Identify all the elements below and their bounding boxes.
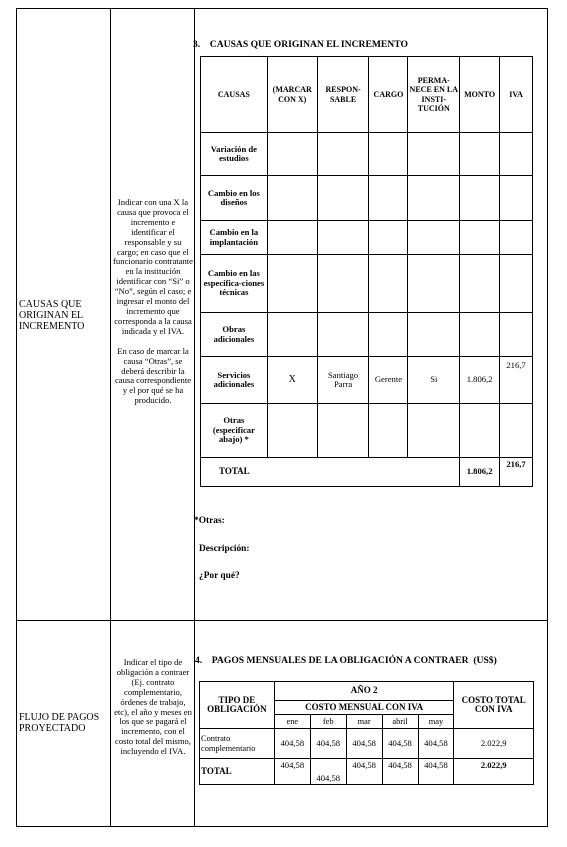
table-row xyxy=(201,255,533,313)
remains-cell xyxy=(408,176,460,221)
amount-cell xyxy=(460,176,500,221)
responsible-cell xyxy=(317,255,369,313)
total-iva: 216,7 xyxy=(500,458,533,487)
header-cargo: CARGO xyxy=(369,57,408,133)
position-cell xyxy=(369,404,408,458)
instructions-causas-p2: En caso de marcar la causa “Otras”, se deberá describir la causa correspondiente y el por qué se ha producido. xyxy=(114,345,192,406)
table-row xyxy=(201,176,533,221)
porque-label: ¿Por qué? xyxy=(199,571,240,581)
header-marcar: (MARCAR CON X) xyxy=(267,57,317,133)
instructions-flujo: Indicar el tipo de obligación a contraer (Ej. contrato complementario, órdenes de trabajo, etc), el año y meses en los que se pagará el incremento, con el costo total del mismo, incluyendo el IVA. xyxy=(114,657,192,757)
position-cell xyxy=(369,255,408,313)
month-total-cell: 404,58 xyxy=(274,759,310,785)
frame-col2 xyxy=(194,8,195,827)
row-label-causas: CAUSAS QUE ORIGINAN EL INCREMENTO xyxy=(19,299,85,332)
responsible-cell xyxy=(317,404,369,458)
month-value-cell: 404,58 xyxy=(382,729,418,759)
month-total-cell: 404,58 xyxy=(382,759,418,785)
total-amount: 1.806,2 xyxy=(460,458,500,487)
month-abril: abril xyxy=(382,715,418,729)
month-ene: ene xyxy=(274,715,310,729)
descripcion-label: Descripción: xyxy=(199,544,250,554)
month-feb: feb xyxy=(310,715,346,729)
header-iva: IVA xyxy=(500,57,533,133)
header-causas: CAUSAS xyxy=(201,57,268,133)
responsible-cell xyxy=(317,176,369,221)
instructions-causas-p1: Indicar con una X la causa que provoca el incremento e identificar el responsable y su cargo; en caso que el funcionario contratante en la institución identificar con “Si” o “No”, según el caso; e ingresar el monto del incremento que corresponda a la causa indicada y el IVA. xyxy=(113,197,193,336)
payments-table xyxy=(199,681,534,785)
iva-cell xyxy=(500,176,533,221)
causes-header-row xyxy=(201,57,533,133)
remains-cell xyxy=(408,255,460,313)
iva-cell xyxy=(500,221,533,255)
amount-cell xyxy=(460,313,500,357)
cause-cell: Variación de estudios xyxy=(201,133,268,176)
header-total-cost: COSTO TOTAL CON IVA xyxy=(454,682,534,729)
month-value-cell: 404,58 xyxy=(274,729,310,759)
section-title-3: 3. CAUSAS QUE ORIGINAN EL INCREMENTO xyxy=(193,39,408,50)
mark-cell xyxy=(267,176,317,221)
cause-cell: Servicios adicionales xyxy=(201,357,268,404)
section-title-4: 4. PAGOS MENSUALES DE LA OBLIGACIÓN A CONTRAER (US$) xyxy=(195,655,497,666)
grand-total-cell: 2.022,9 xyxy=(454,759,534,785)
month-value-cell: 404,58 xyxy=(418,729,454,759)
payments-header-row-1 xyxy=(200,682,534,701)
amount-cell xyxy=(460,404,500,458)
remains-cell: Si xyxy=(408,357,460,404)
payments-total-label: TOTAL xyxy=(200,759,275,785)
position-cell xyxy=(369,133,408,176)
frame-mid xyxy=(16,620,548,621)
month-total-cell: 404,58 xyxy=(310,759,346,785)
total-label: TOTAL xyxy=(201,458,460,487)
month-may: may xyxy=(418,715,454,729)
header-permanece: PERMA-NECE EN LA INSTI-TUCIÓN xyxy=(408,57,460,133)
responsible-cell: Santiago Parra xyxy=(317,357,369,404)
amount-cell: 1.806,2 xyxy=(460,357,500,404)
responsible-cell xyxy=(317,133,369,176)
header-monto: MONTO xyxy=(460,57,500,133)
header-cost-monthly: COSTO MENSUAL CON IVA xyxy=(274,701,454,715)
responsible-cell xyxy=(317,313,369,357)
payments-total-row xyxy=(200,759,534,785)
month-total-cell: 404,58 xyxy=(346,759,382,785)
remains-cell xyxy=(408,313,460,357)
cause-cell: Otras (especificar abajo) * xyxy=(201,404,268,458)
instructions-causas xyxy=(113,198,193,406)
table-row xyxy=(201,313,533,357)
table-row xyxy=(201,133,533,176)
month-value-cell: 404,58 xyxy=(346,729,382,759)
cause-cell: Cambio en las especifica-ciones técnicas xyxy=(201,255,268,313)
frame-bottom xyxy=(16,826,548,827)
amount-cell xyxy=(460,133,500,176)
frame-left xyxy=(16,8,17,827)
frame-right xyxy=(547,8,548,827)
position-cell xyxy=(369,313,408,357)
mark-cell xyxy=(267,133,317,176)
remains-cell xyxy=(408,404,460,458)
iva-cell xyxy=(500,255,533,313)
cause-cell: Cambio en los diseños xyxy=(201,176,268,221)
obligation-type-cell: Contrato complementario xyxy=(200,729,275,759)
mark-cell xyxy=(267,221,317,255)
mark-cell xyxy=(267,313,317,357)
mark-cell: X xyxy=(267,357,317,404)
mark-cell xyxy=(267,255,317,313)
iva-cell xyxy=(500,313,533,357)
row-label-flujo: FLUJO DE PAGOS PROYECTADO xyxy=(19,712,100,734)
cause-cell: Cambio en la implantación xyxy=(201,221,268,255)
amount-cell xyxy=(460,221,500,255)
mark-cell xyxy=(267,404,317,458)
amount-cell xyxy=(460,255,500,313)
month-mar: mar xyxy=(346,715,382,729)
iva-cell: 216,7 xyxy=(500,357,533,404)
frame-col1 xyxy=(110,8,111,827)
remains-cell xyxy=(408,221,460,255)
row-total-cell: 2.022,9 xyxy=(454,729,534,759)
frame-top xyxy=(16,8,548,9)
table-row xyxy=(201,404,533,458)
position-cell: Gerente xyxy=(369,357,408,404)
remains-cell xyxy=(408,133,460,176)
header-year: AÑO 2 xyxy=(274,682,454,701)
cause-cell: Obras adicionales xyxy=(201,313,268,357)
causes-total-row xyxy=(201,458,533,487)
table-row xyxy=(200,729,534,759)
month-total-cell: 404,58 xyxy=(418,759,454,785)
table-row xyxy=(201,221,533,255)
table-row xyxy=(201,357,533,404)
otras-label: *Otras: xyxy=(194,516,225,526)
header-tipo: TIPO DE OBLIGACIÓN xyxy=(200,682,275,729)
month-value-cell: 404,58 xyxy=(310,729,346,759)
iva-cell xyxy=(500,404,533,458)
header-responsable: RESPON-SABLE xyxy=(317,57,369,133)
position-cell xyxy=(369,221,408,255)
iva-cell xyxy=(500,133,533,176)
causes-table xyxy=(200,56,533,487)
responsible-cell xyxy=(317,221,369,255)
position-cell xyxy=(369,176,408,221)
